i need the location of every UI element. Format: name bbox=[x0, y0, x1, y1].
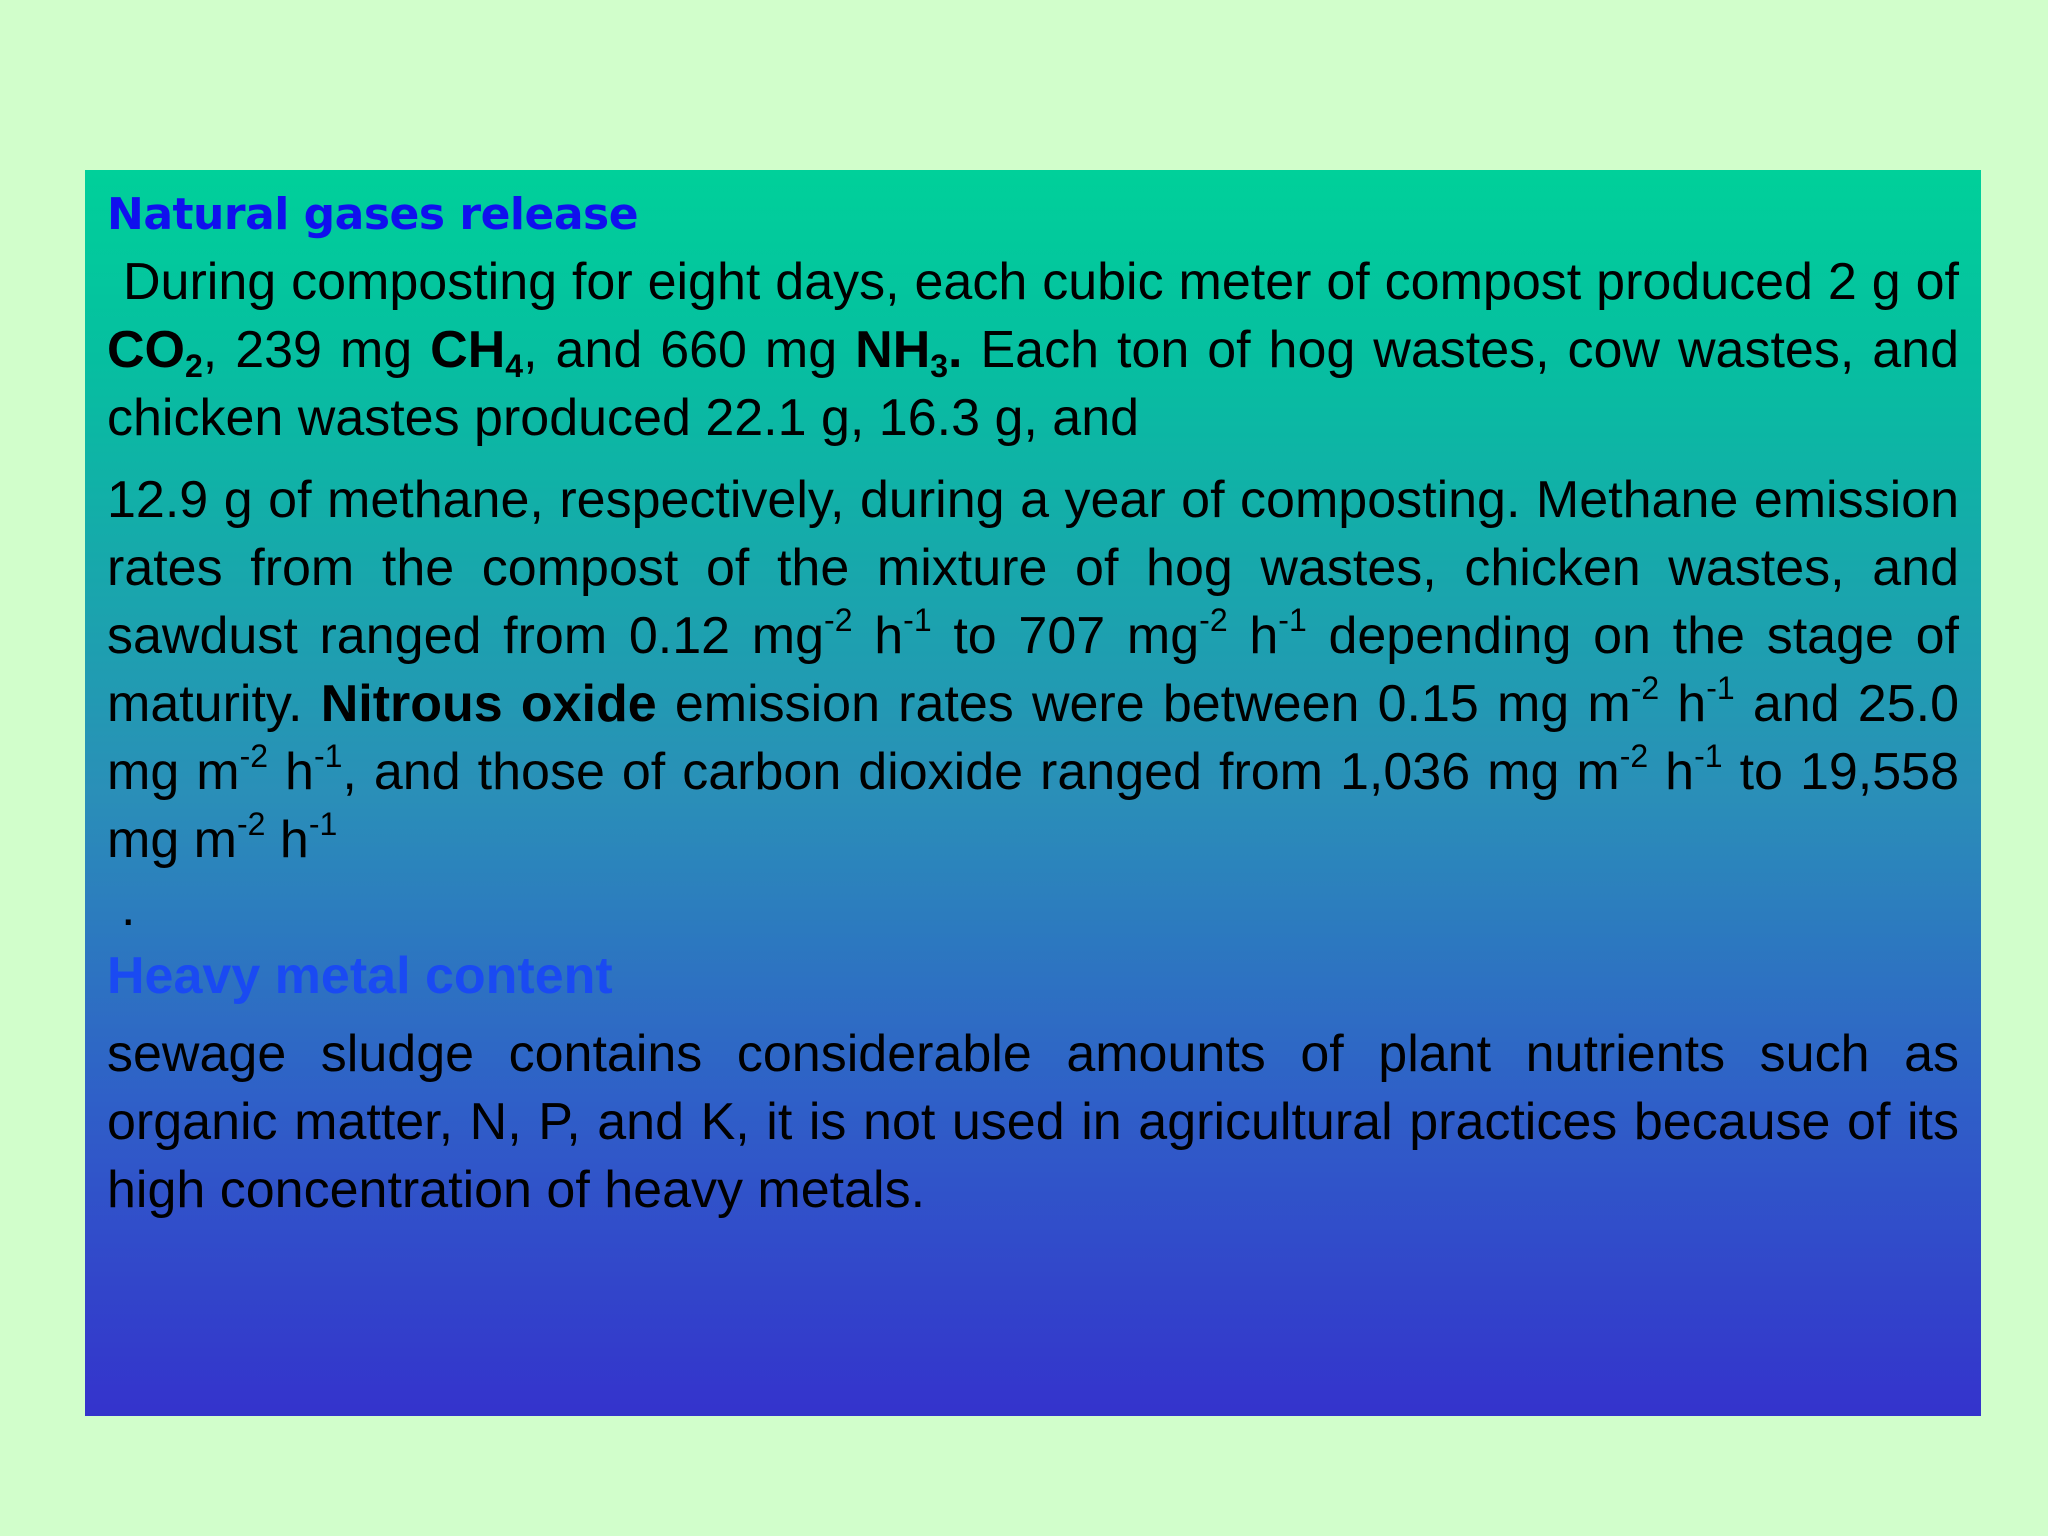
superscript: -2 bbox=[1630, 670, 1660, 706]
emission-rates-paragraph bbox=[107, 466, 1959, 874]
natural-gases-heading: Natural gases release bbox=[107, 189, 639, 240]
superscript: -1 bbox=[1278, 602, 1307, 638]
superscript: -2 bbox=[824, 602, 853, 638]
superscript: -1 bbox=[903, 602, 932, 638]
co2-subscript: 2 bbox=[185, 348, 203, 384]
text-run: to 707 mg bbox=[931, 607, 1200, 665]
text-run: h bbox=[852, 607, 904, 665]
dot-line: . bbox=[121, 879, 136, 937]
text-run: depending on the stage of maturity. bbox=[107, 607, 1959, 733]
text-run: 12.9 g of methane, respectively, during a year of composting. Methane emission rates from the compost of the mixture of hog wastes, chicken wastes, and sawdust ranged from 0.12 mg bbox=[107, 471, 1959, 665]
nh3-label: NH bbox=[855, 321, 931, 379]
superscript: -1 bbox=[313, 738, 343, 774]
superscript: -2 bbox=[1619, 738, 1649, 774]
text-run: h bbox=[1659, 675, 1707, 733]
nh3-formula bbox=[855, 321, 963, 384]
sewage-sludge-paragraph: sewage sludge contains considerable amounts of plant nutrients such as organic matter, N, P, and K, it is not used in agricultural practices because of its high concentration of heavy metals. bbox=[107, 1025, 1959, 1219]
co2-label: CO bbox=[107, 321, 185, 379]
heavy-metal-heading: Heavy metal content bbox=[107, 947, 613, 1005]
ch4-label: CH bbox=[430, 321, 506, 379]
text-run: h bbox=[1227, 607, 1279, 665]
superscript: -1 bbox=[308, 806, 338, 842]
superscript: -2 bbox=[239, 738, 269, 774]
slide-content bbox=[107, 188, 1959, 1224]
text-run: , and those of carbon dioxide ranged from 1,036 mg m bbox=[342, 743, 1620, 801]
nh3-period: . bbox=[948, 321, 963, 379]
superscript: -1 bbox=[1694, 738, 1723, 774]
text-run: Each ton of hog wastes, cow wastes, and chicken wastes produced 22.1 g, 16.3 g, and bbox=[107, 321, 1959, 447]
superscript: -1 bbox=[1706, 670, 1735, 706]
text-run: and 25.0 mg m bbox=[107, 675, 1959, 801]
text-run: h bbox=[1648, 743, 1695, 801]
composting-gases-paragraph bbox=[107, 248, 1959, 452]
co2-formula bbox=[107, 321, 203, 384]
ch4-formula bbox=[430, 321, 524, 384]
content-panel bbox=[85, 170, 1981, 1416]
superscript: -2 bbox=[237, 806, 266, 842]
text-run: emission rates were between 0.15 mg m bbox=[656, 675, 1631, 733]
ch4-subscript: 4 bbox=[505, 348, 524, 384]
text-run: , 239 mg bbox=[202, 321, 431, 379]
nitrous-oxide-term: Nitrous oxide bbox=[320, 675, 657, 733]
text-run: , and 660 mg bbox=[523, 321, 856, 379]
superscript: -2 bbox=[1199, 602, 1228, 638]
text-run: h bbox=[265, 811, 309, 869]
text-run: h bbox=[268, 743, 314, 801]
nh3-subscript: 3 bbox=[930, 348, 949, 384]
text-run: to 19,558 mg m bbox=[107, 743, 1960, 869]
text-run: During composting for eight days, each cubic meter of compost produced 2 g of bbox=[123, 253, 1959, 311]
